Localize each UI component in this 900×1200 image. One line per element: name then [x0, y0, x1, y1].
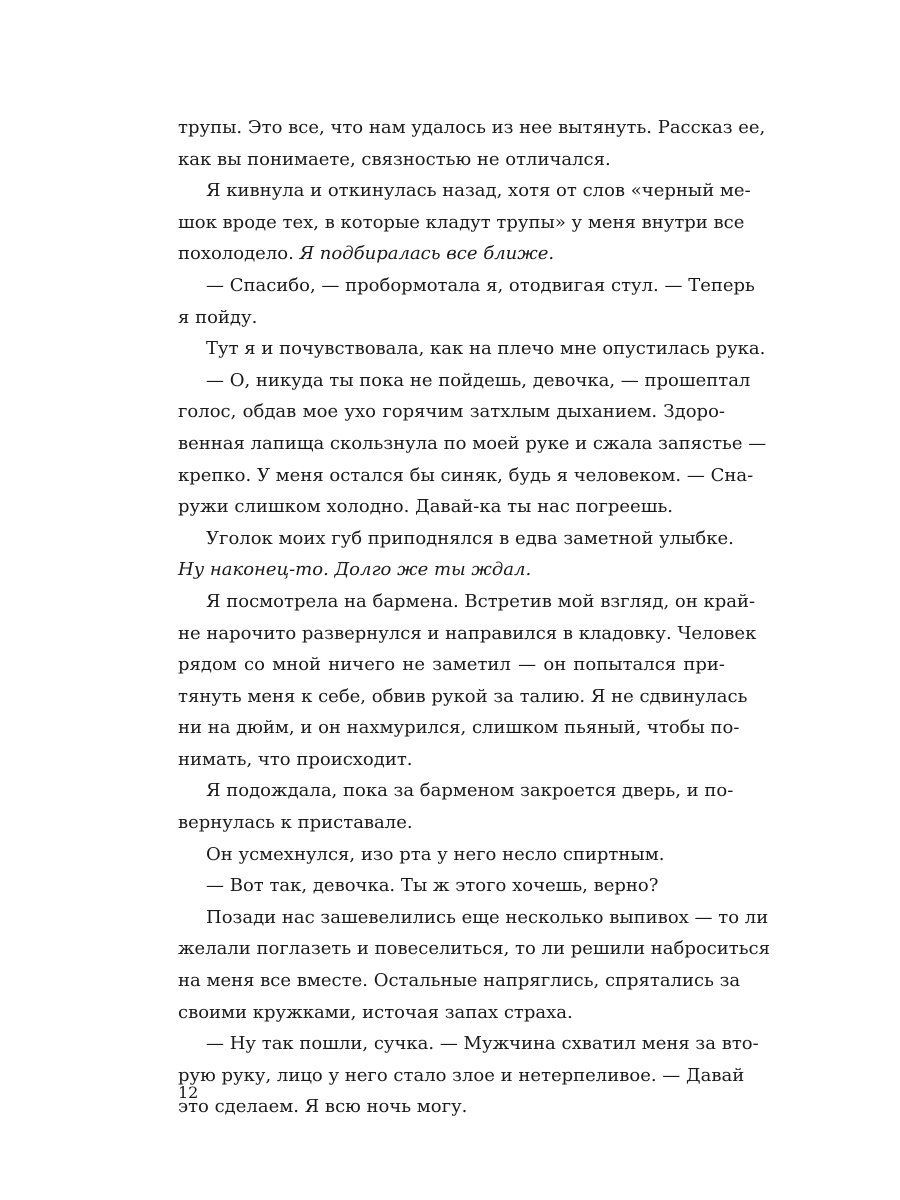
text-line: Тут я и почувствовала, как на плечо мне опустилась рука. [206, 338, 766, 360]
text-span: похолодело. [178, 243, 300, 265]
text-line [178, 238, 725, 270]
text-line: Я подождала, пока за барменом закроется дверь, и по- [206, 780, 734, 802]
text-line: — Спасибо, — пробормотала я, отодвигая стул. — Теперь [206, 274, 755, 296]
italic-text: Я подбиралась все ближе. [299, 243, 555, 265]
text-line: Я посмотрела на бармена. Встретив мой взгляд, он край- [206, 590, 756, 612]
text-line: — Ну так пошли, сучка. — Мужчина схватил меня за вто- [206, 1033, 759, 1055]
text-line: крепко. У меня остался бы синяк, будь я человеком. — Сна- [178, 464, 754, 486]
text-line [178, 554, 725, 586]
text-line: вернулась к приставале. [178, 812, 413, 834]
text-line: как вы понимаете, связностью не отличался. [178, 148, 611, 170]
text-line: своими кружками, источая запах страха. [178, 1001, 573, 1023]
text-line: Позади нас зашевелились еще несколько выпивох — то ли [206, 906, 769, 928]
text-line: ружи слишком холодно. Давай-ка ты нас погреешь. [178, 496, 673, 518]
text-line: голос, обдав мое ухо горячим затхлым дыханием. Здоро- [178, 401, 725, 423]
text-line: рядом со мной ничего не заметил — он попытался при- [178, 654, 725, 676]
text-line: Уголок моих губ приподнялся в едва заметной улыбке. [206, 527, 734, 549]
text-line: рую руку, лицо у него стало злое и нетерпеливое. — Давай [178, 1064, 745, 1086]
text-line: ни на дюйм, и он нахмурился, слишком пьяный, чтобы по- [178, 717, 740, 739]
text-line: нимать, что происходит. [178, 748, 413, 770]
text-line: Я кивнула и откинулась назад, хотя от слов «черный ме- [206, 180, 751, 202]
page-body [178, 112, 770, 1123]
text-line: я пойду. [178, 306, 258, 328]
text-line: трупы. Это все, что нам удалось из нее вытянуть. Рассказ ее, [178, 117, 766, 138]
text-line: Он усмехнулся, изо рта у него несло спиртным. [206, 843, 665, 865]
text-line: желали поглазеть и повеселиться, то ли решили наброситься [178, 938, 770, 960]
text-line: это сделаем. Я всю ночь могу. [178, 1096, 468, 1118]
page-number: 12 [178, 1083, 199, 1102]
text-line: венная лапища скользнула по моей руке и сжала запястье — [178, 432, 767, 454]
text-line: шок вроде тех, в которые кладут трупы» у меня внутри все [178, 211, 745, 233]
text-line: — О, никуда ты пока не пойдешь, девочка, — прошептал [206, 369, 751, 391]
italic-text: Ну наконец-то. Долго же ты ждал. [178, 559, 532, 581]
text-line: — Вот так, девочка. Ты ж этого хочешь, верно? [206, 875, 659, 897]
text-line: тянуть меня к себе, обвив рукой за талию. Я не сдвинулась [178, 685, 748, 707]
text-line: на меня все вместе. Остальные напряглись, спрятались за [178, 970, 741, 992]
text-line: не нарочито развернулся и направился в кладовку. Человек [178, 622, 757, 644]
